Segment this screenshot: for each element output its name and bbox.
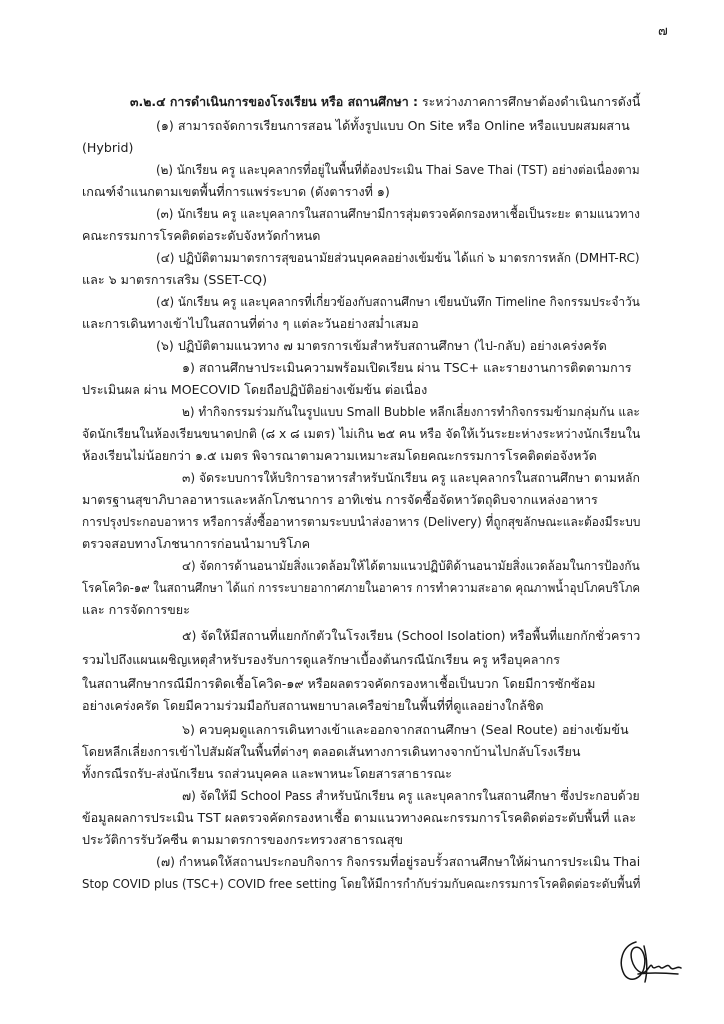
section-heading: [130, 92, 640, 112]
body-line: โดยหลีกเลี่ยงการเข้าไปสัมผัสในพื้นที่ต่างๆ ตลอดเส้นทางการเดินทางจากบ้านไปกลับโรงเรียน: [82, 744, 581, 759]
body-line: ประวัติการรับวัคซีน ตามมาตรการของกระทรวงสาธารณสุข: [82, 832, 403, 847]
body-line: (๖) ปฏิบัติตามแนวทาง ๗ มาตรการเข้มสำหรับสถานศึกษา (ไป-กลับ) อย่างเคร่งครัด: [156, 338, 607, 353]
body-line: ในสถานศึกษากรณีมีการติดเชื้อโควิด-๑๙ หรือผลตรวจคัดกรองหาเชื้อเป็นบวก โดยมีการซักซ้อม: [82, 676, 596, 691]
body-line: (๕) นักเรียน ครู และบุคลากรที่เกี่ยวข้องกับสถานศึกษา เขียนบันทึก Timeline กิจกรรมประจำวัน: [156, 294, 640, 309]
section-heading-intro: ระหว่างภาคการศึกษาต้องดำเนินการดังนี้: [421, 94, 641, 109]
body-line: มาตรฐานสุขาภิบาลอาหารและหลักโภชนาการ อาทิเช่น การจัดซื้อจัดหาวัตถุดิบจากแหล่งอาหาร: [82, 492, 598, 507]
body-line: โรคโควิด-๑๙ ในสถานศึกษา ได้แก่ การระบายอากาศภายในอาคาร การทำความสะอาด คุณภาพน้ำอุปโภคบริโภค: [82, 580, 641, 595]
body-line: (๒) นักเรียน ครู และบุคลากรที่อยู่ในพื้นที่ต้องประเมิน Thai Save Thai (TST) อย่างต่อเนื่องตาม: [156, 162, 640, 177]
body-line: เกณฑ์จำแนกตามเขตพื้นที่การแพร่ระบาด (ดังตารางที่ ๑): [82, 184, 390, 199]
body-line: รวมไปถึงแผนเผชิญเหตุสำหรับรองรับการดูแลรักษาเบื้องต้นกรณีนักเรียน ครู หรือบุคลากร: [82, 652, 560, 667]
page-number: ๗: [658, 24, 668, 39]
body-line: ๓) จัดระบบการให้บริการอาหารสำหรับนักเรียน ครู และบุคลากรในสถานศึกษา ตามหลัก: [182, 470, 640, 485]
body-line: ห้องเรียนไม่น้อยกว่า ๑.๕ เมตร พิจารณาตามความเหมาะสมโดยคณะกรรมการโรคติดต่อจังหวัด: [82, 448, 597, 463]
body-line: ๖) ควบคุมดูแลการเดินทางเข้าและออกจากสถานศึกษา (Seal Route) อย่างเข้มข้น: [182, 722, 629, 737]
body-line: (๑) สามารถจัดการเรียนการสอน ได้ทั้งรูปแบบ On Site หรือ Online หรือแบบผสมผสาน: [156, 118, 630, 133]
body-line: จัดนักเรียนในห้องเรียนขนาดปกติ (๘ x ๘ เมตร) ไม่เกิน ๒๕ คน หรือ จัดให้เว้นระยะห่างระหว่างนักเรียนใน: [82, 426, 641, 441]
body-line: และ การจัดการขยะ: [82, 602, 190, 617]
body-line: ๔) จัดการด้านอนามัยสิ่งแวดล้อมให้ได้ตามแนวปฏิบัติด้านอนามัยสิ่งแวดล้อมในการป้องกัน: [182, 558, 640, 573]
body-line: Stop COVID plus (TSC+) COVID free setting โดยให้มีการกำกับร่วมกับคณะกรรมการโรคติดต่อระดับพื้นที่: [82, 876, 641, 891]
body-line: และการเดินทางเข้าไปในสถานที่ต่าง ๆ แต่ละวันอย่างสม่ำเสมอ: [82, 316, 419, 331]
body-line: (Hybrid): [82, 140, 134, 155]
body-line: ๒) ทำกิจกรรมร่วมกันในรูปแบบ Small Bubble หลีกเลี่ยงการทำกิจกรรมข้ามกลุ่มกัน และ: [182, 404, 640, 419]
body-line: (๗) กำหนดให้สถานประกอบกิจการ กิจกรรมที่อยู่รอบรั้วสถานศึกษาให้ผ่านการประเมิน Thai: [156, 854, 641, 869]
body-line: (๓) นักเรียน ครู และบุคลากรในสถานศึกษามีการสุ่มตรวจคัดกรองหาเชื้อเป็นระยะ ตามแนวทาง: [156, 206, 640, 221]
body-line: ๗) จัดให้มี School Pass สำหรับนักเรียน ครู และบุคลากรในสถานศึกษา ซึ่งประกอบด้วย: [182, 788, 640, 803]
body-line: (๔) ปฏิบัติตามมาตรการสุขอนามัยส่วนบุคคลอย่างเข้มข้น ได้แก่ ๖ มาตรการหลัก (DMHT-RC): [156, 250, 640, 265]
body-line: ประเมินผล ผ่าน MOECOVID โดยถือปฏิบัติอย่างเข้มข้น ต่อเนื่อง: [82, 382, 428, 397]
body-line: คณะกรรมการโรคติดต่อระดับจังหวัดกำหนด: [82, 228, 321, 243]
section-heading-title: ๓.๒.๔ การดำเนินการของโรงเรียน หรือ สถานศึกษา :: [130, 94, 419, 109]
body-line: ข้อมูลผลการประเมิน TST ผลตรวจคัดกรองหาเชื้อ ตามแนวทางคณะกรรมการโรคติดต่อระดับพื้นที่ และ: [82, 810, 637, 825]
body-line: ๕) จัดให้มีสถานที่แยกกักตัวในโรงเรียน (School Isolation) หรือพื้นที่แยกกักชั่วคราว: [182, 628, 641, 643]
handwritten-signature: [614, 938, 686, 988]
body-line: อย่างเคร่งครัด โดยมีความร่วมมือกับสถานพยาบาลเครือข่ายในพื้นที่ที่ดูแลอย่างใกล้ชิด: [82, 698, 544, 713]
body-line: และ ๖ มาตรการเสริม (SSET-CQ): [82, 272, 267, 287]
body-line: ตรวจสอบทางโภชนาการก่อนนำมาบริโภค: [82, 536, 311, 551]
body-line: ทั้งกรณีรถรับ-ส่งนักเรียน รถส่วนบุคคล และพาหนะโดยสารสาธารณะ: [82, 766, 452, 781]
body-line: ๑) สถานศึกษาประเมินความพร้อมเปิดเรียน ผ่าน TSC+ และรายงานการติดตามการ: [182, 360, 632, 375]
body-line: การปรุงประกอบอาหาร หรือการสั่งซื้ออาหารตามระบบนำส่งอาหาร (Delivery) ที่ถูกสุขลักษณะและต้องมีระบบ: [82, 514, 641, 529]
